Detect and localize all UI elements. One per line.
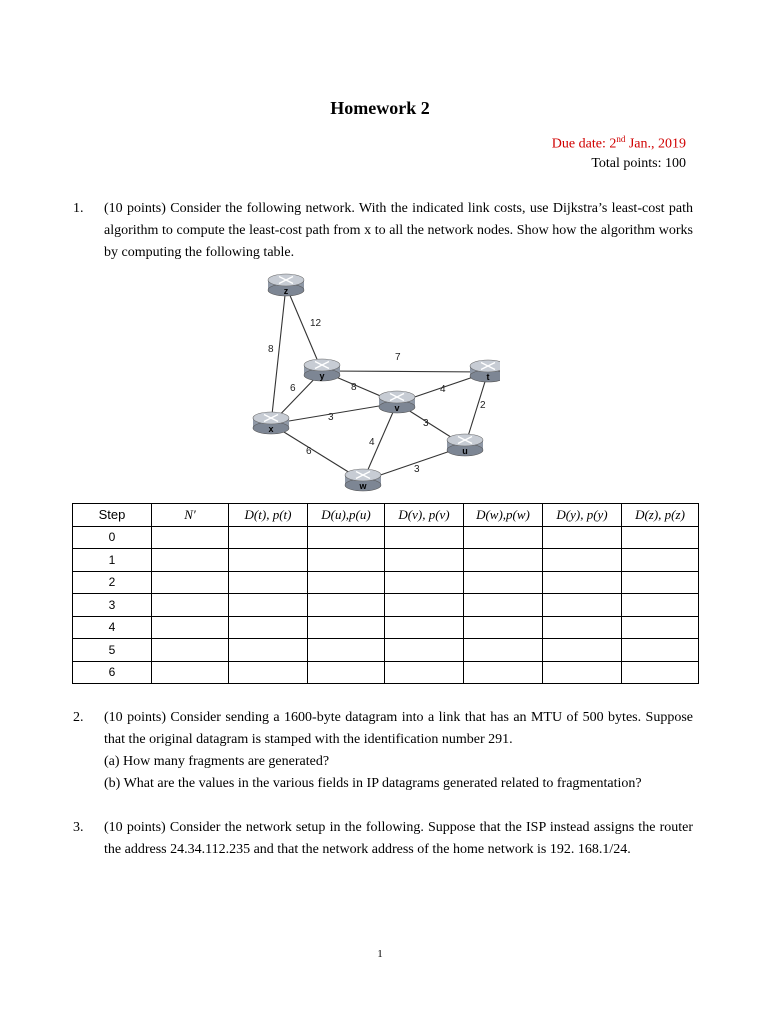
- table-header-cell: D(v), p(v): [385, 504, 464, 527]
- table-cell: [229, 571, 308, 594]
- step-number: 3: [73, 594, 152, 617]
- due-date-suffix: Jan., 2019: [625, 136, 686, 152]
- table-cell: [229, 639, 308, 662]
- table-cell: [152, 639, 229, 662]
- router-label-y: y: [319, 371, 325, 381]
- table-cell: [464, 616, 543, 639]
- table-cell: [152, 549, 229, 572]
- table-row: [73, 639, 699, 662]
- network-diagram: [240, 270, 500, 498]
- table-cell: [464, 661, 543, 684]
- router-y: [304, 359, 340, 381]
- table-cell: [622, 526, 699, 549]
- table-cell: [385, 616, 464, 639]
- page-title: Homework 2: [330, 98, 430, 118]
- table-header-cell: D(w),p(w): [464, 504, 543, 527]
- question-1-number: 1.: [73, 201, 84, 216]
- table-cell: [229, 594, 308, 617]
- table-cell: [543, 549, 622, 572]
- table-cell: [385, 661, 464, 684]
- table-cell: [622, 571, 699, 594]
- table-cell: [622, 549, 699, 572]
- table-cell: [385, 549, 464, 572]
- step-number: 1: [73, 549, 152, 572]
- link-cost-x-v: 3: [328, 412, 334, 423]
- router-label-u: u: [462, 446, 468, 456]
- due-date-prefix: Due date: 2: [551, 136, 617, 152]
- table-cell: [308, 571, 385, 594]
- table-cell: [152, 616, 229, 639]
- table-cell: [308, 526, 385, 549]
- table-cell: [385, 639, 464, 662]
- question-2-text: (10 points) Consider sending a 1600-byte datagram into a link that has an MTU of 500 bytes. Suppose that the original datagram is stamped with the identification number 291.: [104, 710, 693, 747]
- router-w: [345, 469, 381, 491]
- question-2-number: 2.: [73, 710, 84, 725]
- due-date-sup: nd: [616, 134, 626, 144]
- table-cell: [229, 526, 308, 549]
- question-2b: (b) What are the values in the various fields in IP datagrams generated related to fragmentation?: [104, 776, 642, 791]
- step-number: 6: [73, 661, 152, 684]
- step-number: 2: [73, 571, 152, 594]
- table-cell: [543, 571, 622, 594]
- table-cell: [385, 571, 464, 594]
- link-cost-v-w: 4: [369, 437, 375, 448]
- table-cell: [229, 661, 308, 684]
- question-2a: (a) How many fragments are generated?: [104, 754, 330, 769]
- table-cell: [464, 639, 543, 662]
- router-t: [470, 360, 500, 382]
- page-number: 1: [377, 948, 383, 960]
- table-header-row: [73, 504, 699, 527]
- table-cell: [152, 571, 229, 594]
- router-label-v: v: [394, 403, 400, 413]
- table-cell: [543, 594, 622, 617]
- table-cell: [308, 661, 385, 684]
- table-row: [73, 571, 699, 594]
- router-z: [268, 274, 304, 296]
- table-cell: [622, 616, 699, 639]
- table-cell: [385, 594, 464, 617]
- step-number: 4: [73, 616, 152, 639]
- link-cost-y-v: 8: [351, 382, 357, 393]
- due-date: [552, 134, 686, 153]
- router-label-x: x: [268, 424, 274, 434]
- router-label-t: t: [486, 372, 490, 382]
- router-x: [253, 412, 289, 434]
- dijkstra-table: [72, 503, 699, 684]
- table-row: [73, 616, 699, 639]
- total-points: Total points: 100: [591, 156, 686, 171]
- router-label-w: w: [359, 481, 367, 491]
- link-cost-v-u: 3: [423, 418, 429, 429]
- table-header-cell: D(t), p(t): [229, 504, 308, 527]
- question-1: [73, 198, 693, 264]
- table-header-cell: D(z), p(z): [622, 504, 699, 527]
- router-v: [379, 391, 415, 413]
- table-cell: [464, 526, 543, 549]
- link-cost-v-t: 4: [440, 384, 446, 395]
- table-cell: [152, 526, 229, 549]
- table-cell: [152, 661, 229, 684]
- table-cell: [229, 549, 308, 572]
- table-row: [73, 594, 699, 617]
- table-cell: [622, 639, 699, 662]
- table-cell: [464, 549, 543, 572]
- table-cell: [543, 616, 622, 639]
- router-label-z: z: [283, 286, 289, 296]
- table-cell: [308, 616, 385, 639]
- link-cost-x-w: 6: [306, 446, 312, 457]
- table-cell: [543, 661, 622, 684]
- question-3-number: 3.: [73, 820, 84, 835]
- table-cell: [308, 639, 385, 662]
- step-number: 0: [73, 526, 152, 549]
- table-row: [73, 549, 699, 572]
- table-cell: [308, 549, 385, 572]
- table-cell: [622, 594, 699, 617]
- link-cost-z-y: 12: [310, 318, 322, 329]
- link-cost-t-u: 2: [480, 400, 486, 411]
- question-1-text: (10 points) Consider the following network. With the indicated link costs, use Dijkstra’s least-cost path algorithm to compute the least-cost path from x to all the network nodes. Show how the algorithm works by computing the following table.: [104, 201, 693, 260]
- question-3-text: (10 points) Consider the network setup in the following. Suppose that the ISP instead assigns the router the address 24.34.112.235 and that the network address of the home network is 192. 168.1/24.: [104, 820, 693, 857]
- step-number: 5: [73, 639, 152, 662]
- table-header-cell: Step: [73, 504, 152, 527]
- table-cell: [385, 526, 464, 549]
- table-cell: [464, 594, 543, 617]
- table-header-cell: N′: [152, 504, 229, 527]
- table-cell: [464, 571, 543, 594]
- router-u: [447, 434, 483, 456]
- table-cell: [229, 616, 308, 639]
- table-cell: [622, 661, 699, 684]
- link-cost-w-u: 3: [414, 464, 420, 475]
- table-cell: [152, 594, 229, 617]
- table-row: [73, 526, 699, 549]
- table-cell: [543, 526, 622, 549]
- link-x-v: [271, 403, 400, 424]
- table-header-cell: D(y), p(y): [543, 504, 622, 527]
- question-3: [73, 817, 693, 861]
- table-cell: [543, 639, 622, 662]
- link-cost-z-x: 8: [268, 344, 274, 355]
- table-header-cell: D(u),p(u): [308, 504, 385, 527]
- link-cost-y-t: 7: [395, 352, 401, 363]
- question-2: [73, 707, 693, 795]
- table-row: [73, 661, 699, 684]
- link-y-t: [322, 371, 488, 372]
- link-z-x: [271, 286, 286, 424]
- link-cost-y-x: 6: [290, 383, 296, 394]
- table-cell: [308, 594, 385, 617]
